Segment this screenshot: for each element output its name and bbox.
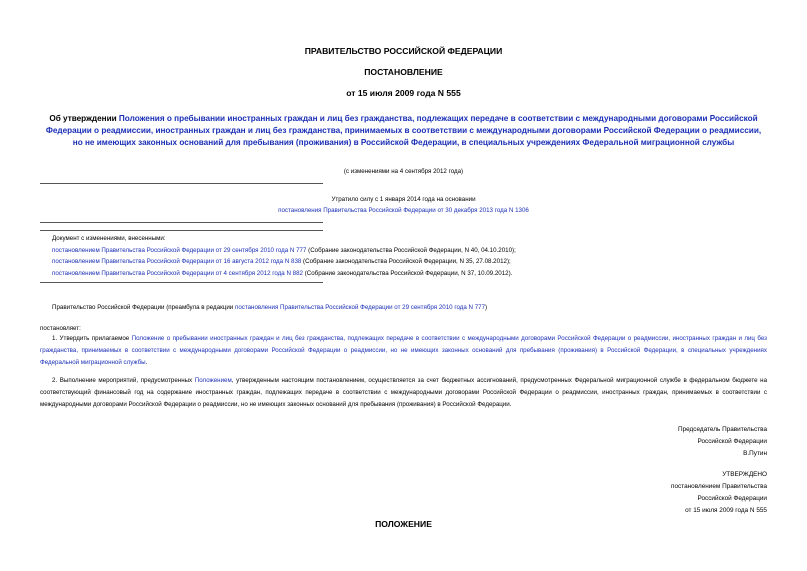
government-heading: ПРАВИТЕЛЬСТВО РОССИЙСКОЙ ФЕДЕРАЦИИ [304,46,503,56]
signature-name: В.Путин [743,450,767,457]
divider-line [40,222,323,223]
preamble-suffix: ) [485,304,488,311]
clause-1-regulation-link[interactable]: Положение о пребывании иностранных граждан и лиц без гражданства, подлежащих передаче в соответствии с международными договорами Российской Федерации о реадмиссии, иностранных граждан и лиц без гражданства, принимаемых в соответствии с международными договорами Российской Федерации о реадмиссии, но не имеющих законных оснований для пребывания (проживания) в Российской Федерации, в специальных учреждениях Федеральной миграционной службы [40,335,767,367]
approval-block [671,469,767,517]
amended-note: (с изменениями на 4 сентября 2012 года) [343,168,464,175]
clause-2-regulation-link[interactable]: Положением [194,377,232,384]
title-prefix: Об утверждении [49,114,119,123]
clause-2-prefix: 2. Выполнение мероприятий, предусмотренных [52,377,195,384]
amendment-source: (Собрание законодательства Российской Федерации, N 37, 10.09.2012). [302,269,513,277]
preamble [52,302,772,314]
amendment-source: (Собрание законодательства Российской Федерации, N 35, 27.08.2012); [301,258,511,265]
expired-link-line [0,205,807,217]
signature-position: Председатель Правительства [678,426,767,433]
amendment-source: (Собрание законодательства Российской Федерации, N 40, 04.10.2010); [306,246,516,254]
amendment-link[interactable]: постановлением Правительства Российской Федерации от 4 сентября 2012 года N 882 [52,269,303,277]
expired-decree-link[interactable]: постановления Правительства Российской Федерации от 30 декабря 2013 года N 1306 [278,207,529,214]
approval-label: УТВЕРЖДЕНО [722,471,767,478]
regulation-heading: ПОЛОЖЕНИЕ [375,519,432,529]
amendment-item [52,256,772,268]
preamble-link[interactable]: постановления Правительства Российской Федерации от 29 сентября 2010 года N 777 [234,304,486,311]
amendment-item [52,245,772,257]
clause-2 [40,375,767,412]
amendment-link[interactable]: постановлением Правительства Российской Федерации от 16 августа 2012 года N 838 [52,258,302,265]
document-title [40,113,767,149]
approval-line: Российской Федерации [697,495,767,502]
expired-line: Утратило силу с 1 января 2014 года на основании [331,196,476,203]
clause-1-prefix: 1. Утвердить прилагаемое [52,335,132,342]
document-type: ПОСТАНОВЛЕНИЕ [364,67,443,77]
divider-line [40,282,323,283]
amendments-block [52,233,772,279]
signature-block [678,424,767,460]
decree-word: постановляет: [40,325,81,332]
divider-line [40,230,323,231]
approval-date: от 15 июля 2009 года N 555 [685,507,767,514]
title-regulation-link[interactable]: Положения о пребывании иностранных граждан и лиц без гражданства, подлежащих передаче в соответствии с международными договорами Российской Федерации о реадмиссии, иностранных граждан и лиц без гражданства, принимаемых в соответствии с международными договорами Российской Федерации о реадмиссии, но не имеющих законных оснований для пребывания (проживания) в Российской Федерации, в специальных учреждениях Федеральной миграционной службы [45,114,762,147]
signature-country: Российской Федерации [697,438,767,445]
amendments-heading: Документ с изменениями, внесенными: [52,235,166,242]
clause-2-suffix: , утвержденным настоящим постановлением, осуществляется за счет бюджетных ассигнований, предусмотренных Федеральной миграционной службе в федеральном бюджете на соответствующий финансовый год на содержание иностранных граждан, подлежащих передаче в соответствии с международными договорами Российской Федерации о реадмиссии, иностранных граждан, принимаемых в соответствии с международными договорами Российской Федерации о реадмиссии, но не имеющих законных оснований для пребывания (проживания) в Российской Федерации. [40,377,768,409]
document-date-number: от 15 июля 2009 года N 555 [346,88,461,98]
amendment-item [52,268,772,280]
approval-line: постановлением Правительства [671,483,767,490]
amendment-link[interactable]: постановлением Правительства Российской Федерации от 29 сентября 2010 года N 777 [52,246,307,254]
clause-1-suffix: . [145,359,148,367]
preamble-prefix: Правительство Российской Федерации (преамбула в редакции [52,304,235,311]
divider-line [40,183,323,184]
clause-1 [40,333,767,370]
